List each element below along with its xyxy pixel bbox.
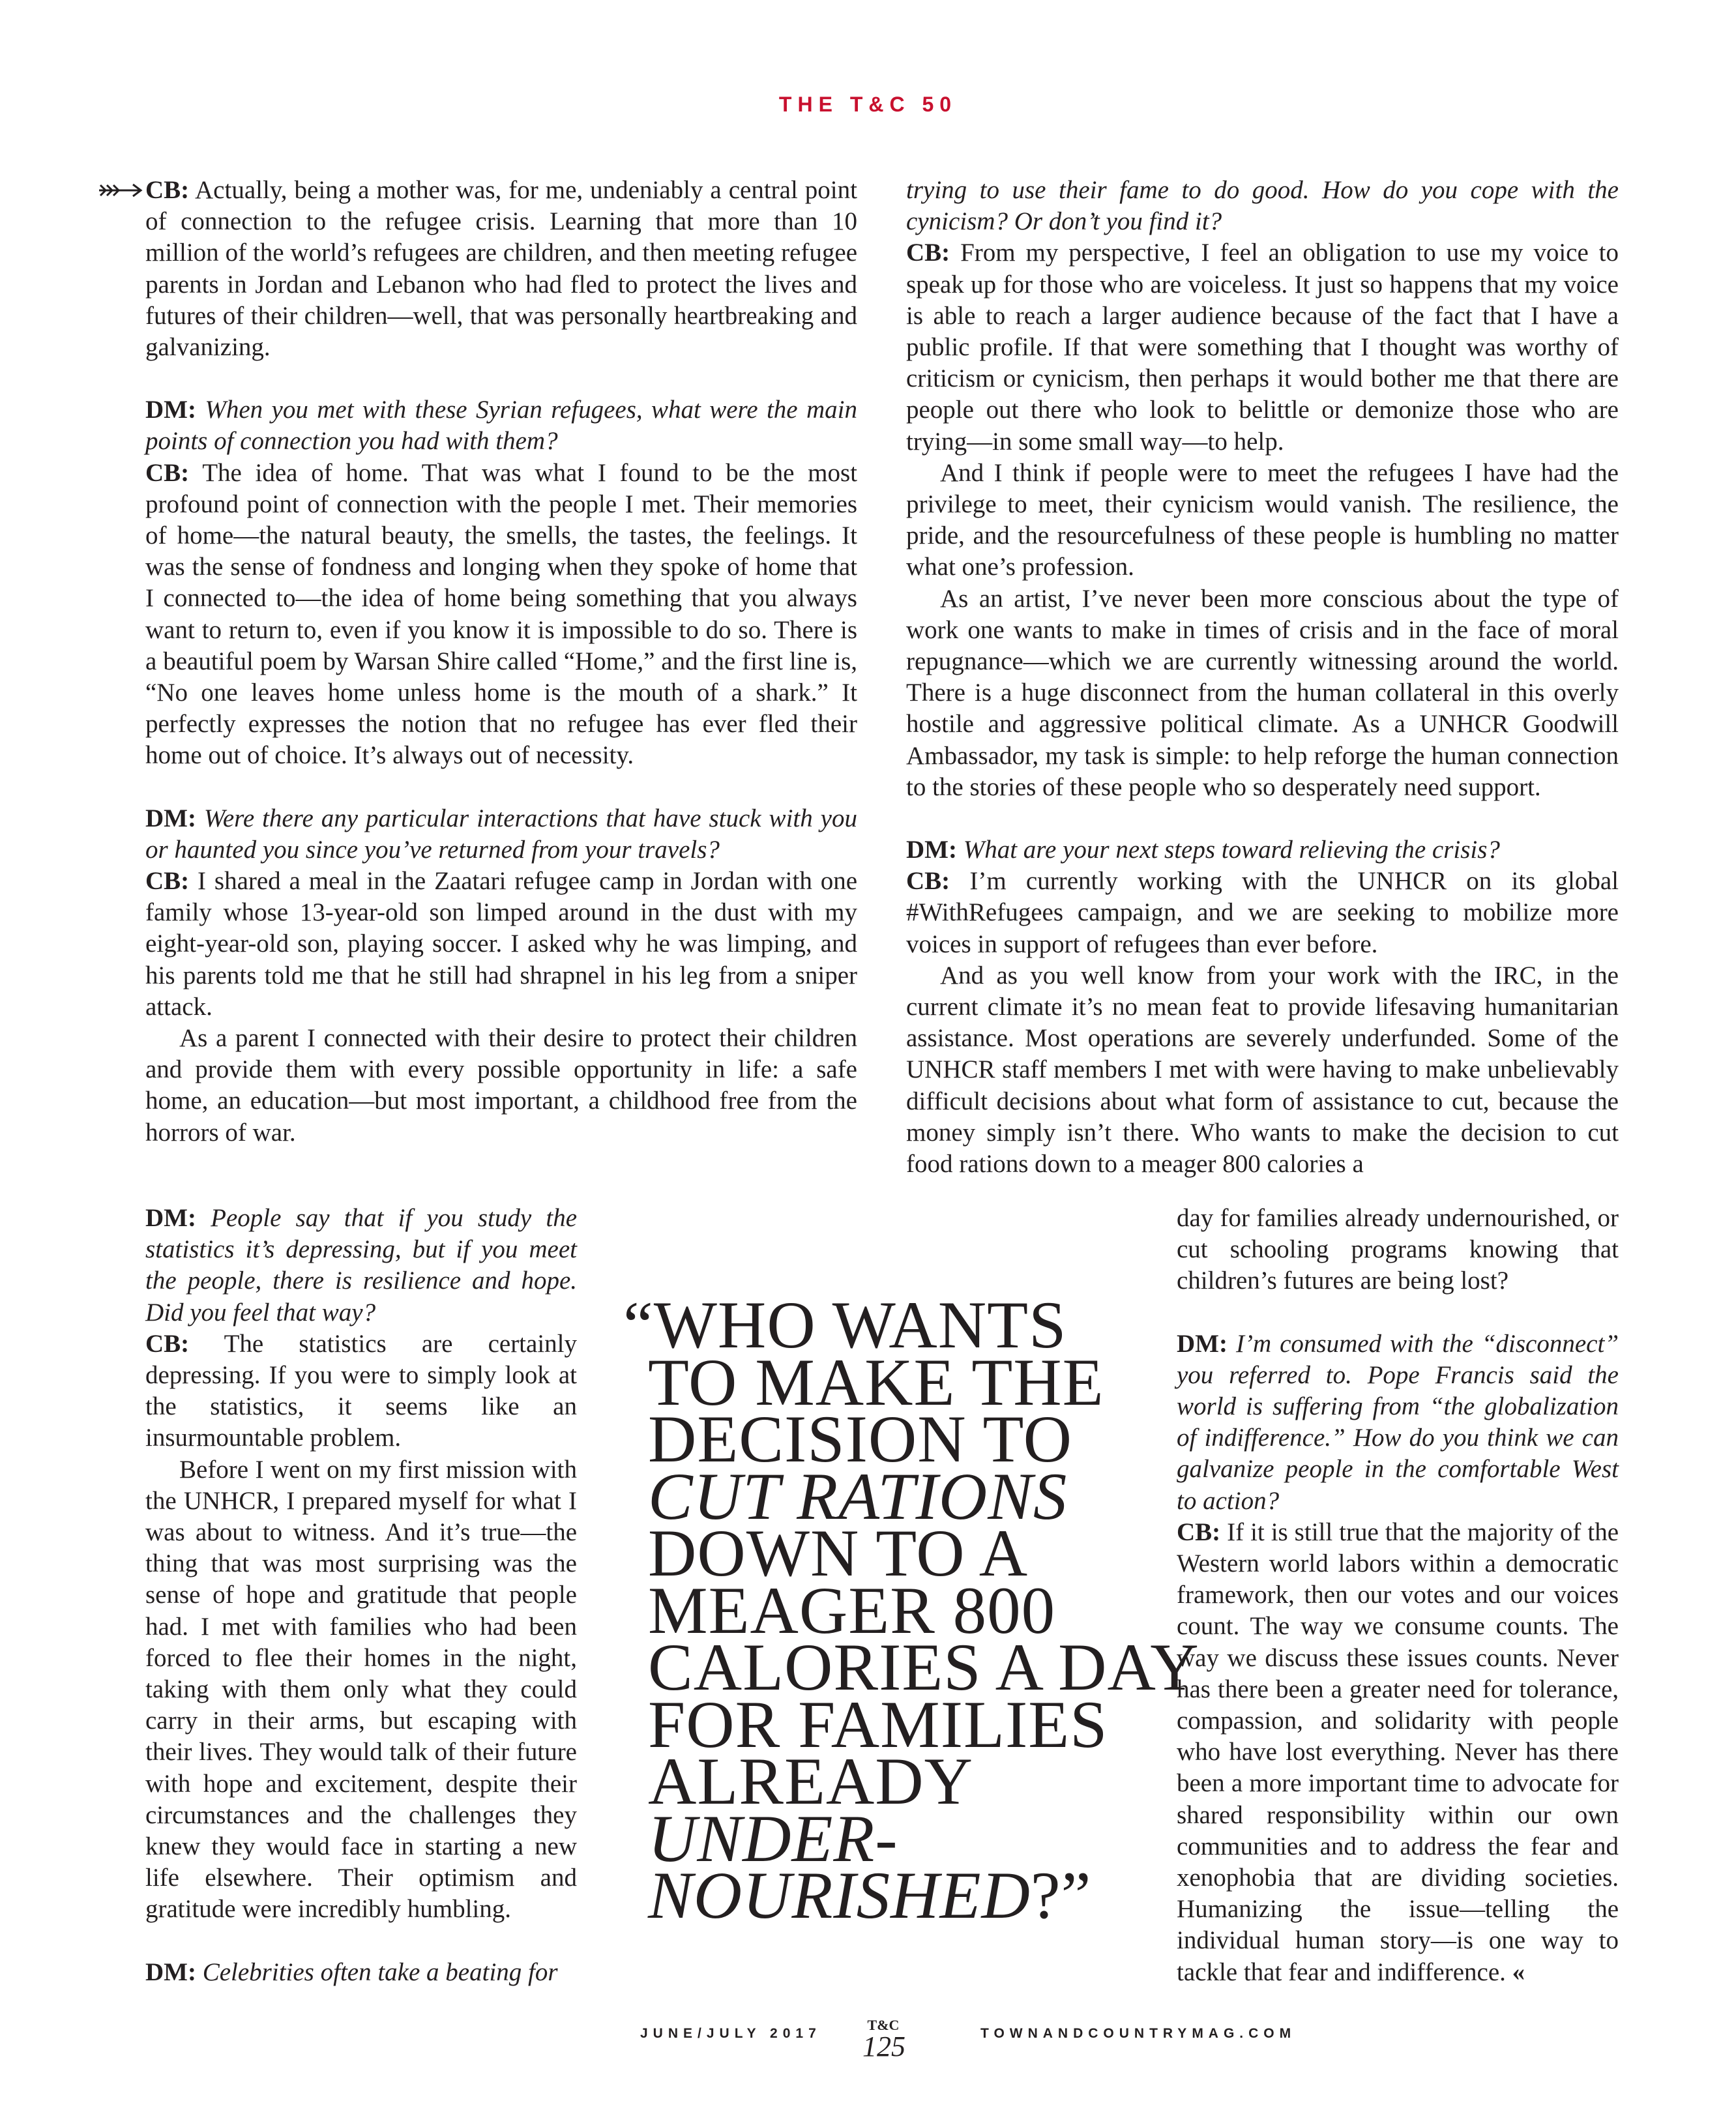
issue-date: JUNE/JULY 2017 (640, 2026, 821, 2041)
answer-text: The idea of home. That was what I found to be the most profound point of connection with the people I met. Their memories of home—the natural beauty, the smells, the tastes, the feelings. It was the sense of fondness and longing when they spoke of home that I connected to—the idea of home being something that you always want to return to, even if you know it is impossible to do so. There is a beautiful poem by Warsan Shire called “Home,” and the first line is, “No one leaves home unless home is the mouth of a shark.” It perfectly expresses the notion that no refugee has ever fled their home out of choice. It’s always out of necessity. (145, 458, 858, 770)
pull-quote-line: TO MAKE THE (648, 1345, 1104, 1420)
answer-paragraph: Before I went on my first mission with the UNHCR, I prepared myself for what I was about to witness. And it’s true—the thing that was most surprising was the sense of hope and gratitude that people had. I met with families who had been forced to flee their homes in the night, taking with them only what they could carry in their arms, but escaping with their lives. They would talk of their future with hope and excitement, despite their circumstances and the challenges they knew they would face in starting a new life elsewhere. Their optimism and gratitude were incredibly humbling. (145, 1455, 577, 1924)
question-text: When you met with these Syrian refugees, what were the main points of connection you had with them? (145, 396, 858, 456)
speaker-label: CB: (906, 867, 950, 896)
question-text: I’m consumed with the “disconnect” you referred to. Pope Francis said the world is suffering from “the globalization of indifference.” How do you think we can galvanize people in the comfortable West to action? (1177, 1329, 1619, 1515)
pull-quote-line: ALREADY (648, 1744, 974, 1819)
article-column-1 (145, 175, 857, 1149)
speaker-label: CB: (145, 176, 190, 204)
question-paragraph (145, 394, 857, 457)
pull-quote-line: CUT RATIONS (648, 1459, 1068, 1534)
speaker-label: CB: (145, 1329, 190, 1358)
answer-paragraph: And as you well know from your work with the IRC, in the current climate it’s no mean feat to provide lifesaving humanitarian assistance. Most operations are severely underfunded. Some of the UNHCR staff members I met with were having to make unbelievably difficult decisions about what form of assistance to cut, because the money simply isn’t there. Who wants to make the decision to cut food rations down to a meager 800 calories a (906, 961, 1619, 1179)
answer-paragraph (906, 237, 1619, 457)
question-paragraph (145, 1203, 577, 1328)
answer-text: The statistics are certainly depressing. If you were to simply look at the statistics, it seems like an insurmountable problem. (145, 1329, 578, 1452)
answer-paragraph (145, 1328, 577, 1454)
end-mark: « (1512, 1958, 1525, 1986)
answer-paragraph (145, 866, 857, 1023)
speaker-label: CB: (145, 458, 190, 487)
answer-paragraph (145, 175, 857, 363)
answer-paragraph: And I think if people were to meet the refugees I have had the privilege to meet, their cynicism would vanish. The resilience, the pride, and the resourcefulness of these people is humbling no matter what one’s profession. (906, 458, 1619, 581)
pull-quote-line: FOR FAMILIES (648, 1687, 1108, 1762)
speaker-label: DM: (145, 396, 196, 424)
pull-quote-line: DOWN TO A (648, 1516, 1029, 1591)
magazine-logo: T&C (867, 2017, 900, 2033)
answer-text: From my perspective, I feel an obligation to use my voice to speak up for those who are voiceless. It just so happens that my voice is able to reach a larger audience because of the fact that I have a public profile. If that were something that I thought was worthy of criticism or cynicism, then perhaps it would bother me that there are people out there who look to belittle or demonize those who are trying—in some small way—to help. (906, 239, 1619, 456)
question-continuation: trying to use their fame to do good. How do you cope with the cynicism? Or don’t you find it? (906, 176, 1619, 236)
answer-paragraph (906, 866, 1619, 960)
answer-text: Actually, being a mother was, for me, undeniably a central point of connection to the refugee crisis. Learning that more than 10 million of the world’s refugees are children, and then meeting refugee parents in Jordan and Lebanon who had fled to protect the lives and futures of their children—well, that was personally heartbreaking and galvanizing. (145, 176, 857, 362)
answer-paragraph: As a parent I connected with their desire to protect their children and provide them with every possible opportunity in life: a safe home, an education—but most important, a childhood free from the horrors of war. (145, 1024, 857, 1147)
pull-quote-line: MEAGER 800 (648, 1573, 1056, 1648)
article-column-3 (145, 1203, 577, 1988)
article-column-2 (906, 175, 1619, 1180)
pull-quote-italic: NOURISHED (648, 1858, 1031, 1933)
pull-quote-line: DECISION TO (648, 1402, 1072, 1476)
answer-paragraph (1177, 1517, 1619, 1988)
question-paragraph (906, 834, 1619, 866)
question-paragraph (145, 803, 857, 866)
answer-text: If it is still true that the majority of the Western world labors within a democratic framework, then our votes and our voices count. The way we consume counts. The way we discuss these issues counts. Never has there been a greater need for tolerance, compassion, and solidarity with people who have lost everything. Never has there been a more important time to advocate for shared responsibility within our own communities and to address the fear and xenophobia that are dividing societies. Humanizing the issue—telling the individual human story—is one way to tackle that fear and indifference. (1177, 1518, 1619, 1986)
speaker-label: CB: (1177, 1518, 1221, 1546)
speaker-label: DM: (906, 836, 957, 864)
speaker-label: DM: (145, 1958, 196, 1986)
page-number: 125 (862, 2031, 905, 2062)
question-text: Celebrities often take a beating for (202, 1958, 558, 1986)
pull-quote-close: ?” (1030, 1858, 1092, 1933)
answer-text: I shared a meal in the Zaatari refugee camp in Jordan with one family whose 13-year-old son limped around in the dust with my eight-year-old son, playing soccer. I asked why he was limping, and his parents told me that he still had shrapnel in his leg from a sniper attack. (145, 867, 857, 1021)
section-header: THE T&C 50 (778, 93, 958, 116)
pull-quote-line (623, 1858, 1158, 1933)
question-paragraph (145, 1957, 577, 1988)
speaker-label: CB: (906, 239, 950, 267)
answer-text: I’m currently working with the UNHCR on its global #WithRefugees campaign, and we are seeking to mobilize more voices in support of refugees than ever before. (906, 867, 1619, 958)
article-column-4 (1177, 1203, 1619, 1988)
pull-quote-line: UNDER- (648, 1801, 898, 1876)
answer-paragraph (145, 458, 857, 772)
pull-quote-line: CALORIES A DAY (648, 1630, 1199, 1705)
speaker-label: DM: (145, 1204, 196, 1232)
pull-quote-line: “WHO WANTS (623, 1288, 1067, 1362)
page-footer (0, 2017, 1736, 2069)
question-text: Were there any particular interactions that have stuck with you or haunted you since you’ve returned from your travels? (145, 804, 857, 864)
question-text: What are your next steps toward relieving the crisis? (963, 836, 1500, 864)
website-url: TOWNANDCOUNTRYMAG.COM (980, 2026, 1297, 2041)
question-paragraph (1177, 1328, 1619, 1517)
speaker-label: CB: (145, 867, 190, 896)
speaker-label: DM: (1177, 1329, 1228, 1358)
question-text: People say that if you study the statistics it’s depressing, but if you meet the people, there is resilience and hope. Did you feel that way? (145, 1204, 578, 1327)
answer-paragraph: As an artist, I’ve never been more conscious about the type of work one wants to make in times of crisis and in the face of moral repugnance—which we are currently witnessing around the world. There is a huge disconnect from the human collateral in this overly hostile and aggressive political climate. As a UNHCR Goodwill Ambassador, my task is simple: to help reforge the human connection to the stories of these people who so desperately need support. (906, 584, 1619, 801)
answer-continuation: day for families already undernourished, or cut schooling programs knowing that children’s futures are being lost? (1177, 1204, 1619, 1295)
speaker-label: DM: (145, 804, 196, 832)
arrow-icon (98, 181, 143, 200)
